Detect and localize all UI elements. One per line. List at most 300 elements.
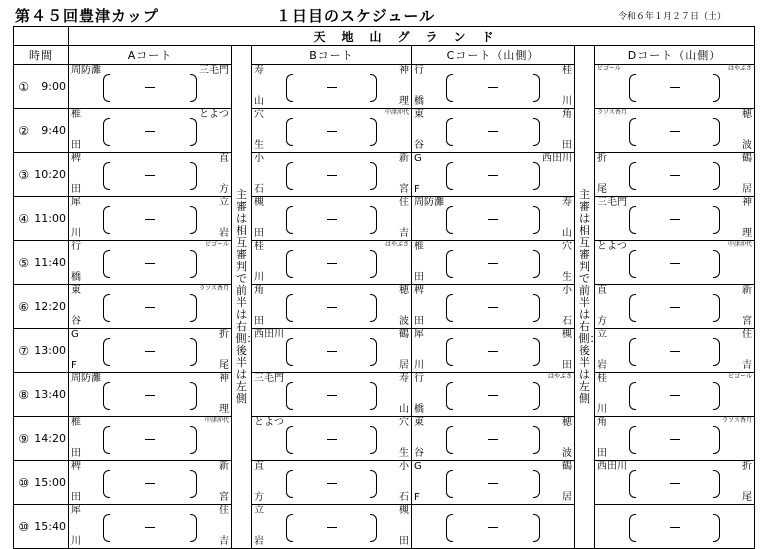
court-c-match [412,153,575,197]
team-right-top: 穂 [742,109,753,120]
team-left-top: G [414,153,422,164]
team-right-top: 直 [219,153,229,164]
team-left-top: 椎 [71,417,81,428]
score-dash [670,307,680,308]
team-right-top: 穂 [562,417,572,428]
score-bracket-left [446,382,453,410]
court-b-match [252,285,412,329]
score-dash [670,219,680,220]
team-left-bottom: 川 [597,404,607,415]
court-d-match [595,329,755,373]
team-right-top: 三毛門 [199,65,229,76]
court-b-match [252,417,412,461]
team-left-bottom: F [414,492,420,503]
court-c-match [412,461,575,505]
team-left-top: 穴 [254,109,264,120]
team-right-top: 立 [219,197,229,208]
score-bracket-right [533,206,540,234]
team-left-top: 角 [597,417,607,428]
score-dash [488,527,498,528]
team-left-bottom: 田 [254,316,264,327]
score-bracket-right [370,294,377,322]
team-left-bottom: F [414,184,420,195]
match-time: 10:20 [34,153,69,197]
score-bracket-left [446,426,453,454]
team-right-bottom: 居 [399,360,409,371]
score-bracket-right [370,206,377,234]
team-left-bottom: 谷 [414,140,424,151]
score-bracket-left [103,382,110,410]
team-right-top: 桂 [562,65,572,76]
score-bracket-left [629,514,636,542]
team-right-top: はやぶさ [728,65,753,72]
team-left-bottom: 方 [597,316,607,327]
team-left-top: 周防灘 [71,373,101,384]
score-dash [327,87,337,88]
score-dash [488,395,498,396]
team-right-bottom: 尾 [219,360,229,371]
match-number: ⑨ [14,417,34,461]
score-dash [488,263,498,264]
score-bracket-right [190,162,197,190]
team-left-top: 行 [71,241,81,252]
score-bracket-right [533,338,540,366]
score-dash [145,483,155,484]
team-right-bottom: 吉 [219,536,229,547]
team-left-bottom: 岩 [597,360,607,371]
score-dash [327,527,337,528]
team-right-top: 槻 [562,329,572,340]
team-left-bottom: 田 [71,492,81,503]
court-d-match [595,241,755,285]
match-time: 11:00 [34,197,69,241]
team-left-bottom: 田 [414,272,424,283]
team-right-bottom: 波 [562,448,572,459]
court-b-match [252,65,412,109]
team-left-top: 直 [254,461,264,472]
match-number: ⑦ [14,329,34,373]
team-right-top: ビゴール [205,241,229,248]
team-right-top: 西田川 [542,153,572,164]
score-bracket-left [629,382,636,410]
schedule-row [14,417,755,461]
court-c-match [412,329,575,373]
page-header [0,0,768,26]
score-bracket-right [190,514,197,542]
team-right-bottom: 田 [562,360,572,371]
match-time: 15:40 [34,505,69,549]
score-bracket-left [103,206,110,234]
score-bracket-left [286,118,293,146]
court-d-match [595,461,755,505]
team-left-top: 稗 [71,153,81,164]
court-b-match [252,329,412,373]
team-right-top: とよつ [199,109,229,120]
score-bracket-left [446,514,453,542]
score-bracket-right [370,118,377,146]
score-bracket-right [713,382,720,410]
score-bracket-right [533,426,540,454]
team-left-top: 小 [254,153,264,164]
score-bracket-right [533,162,540,190]
team-right-top: 神 [399,65,409,76]
team-left-top: ビゴール [597,65,621,72]
team-left-bottom: F [71,360,77,371]
score-bracket-right [190,74,197,102]
score-dash [327,307,337,308]
team-left-bottom: 橋 [414,404,424,415]
score-bracket-left [629,470,636,498]
court-d-match [595,505,755,549]
col-header-b: Bコート [252,46,412,65]
team-left-bottom: 谷 [71,316,81,327]
schedule-row [14,241,755,285]
team-left-top: 寿 [254,65,264,76]
match-number: ④ [14,197,34,241]
team-left-bottom: 田 [71,140,81,151]
team-right-bottom: 山 [399,404,409,415]
schedule-row [14,109,755,153]
team-left-bottom: 尾 [597,184,607,195]
match-number: ① [14,65,34,109]
team-left-top: 立 [254,505,264,516]
score-bracket-left [286,206,293,234]
col-header-a: Aコート [69,46,232,65]
schedule-row [14,153,755,197]
score-dash [145,131,155,132]
team-left-bottom: 川 [254,272,264,283]
score-bracket-right [533,74,540,102]
team-right-bottom: 岩 [219,228,229,239]
score-bracket-right [370,426,377,454]
team-right-top: ラソス香月 [199,285,229,292]
team-right-bottom: 田 [562,140,572,151]
team-right-top: 鶴 [742,153,753,164]
team-left-top: 槻 [254,197,264,208]
team-left-top: 東 [414,109,424,120]
score-bracket-left [629,426,636,454]
team-right-bottom: 生 [562,272,572,283]
score-dash [670,175,680,176]
score-dash [670,439,680,440]
score-bracket-right [533,118,540,146]
score-dash [327,395,337,396]
team-left-top: 稗 [414,285,424,296]
score-bracket-left [103,294,110,322]
team-left-top: 犀 [71,505,81,516]
team-right-bottom: 方 [219,184,229,195]
score-bracket-right [533,294,540,322]
score-bracket-left [103,470,110,498]
court-c-match [412,373,575,417]
match-time: 14:20 [34,417,69,461]
score-bracket-left [446,470,453,498]
team-left-top: 東 [414,417,424,428]
team-left-top: とよつ [597,241,627,252]
court-d-match [595,153,755,197]
team-right-top: 寿 [399,373,409,384]
court-d-match [595,109,755,153]
score-bracket-right [370,338,377,366]
court-b-match [252,197,412,241]
match-number: ③ [14,153,34,197]
team-left-bottom: 田 [597,448,607,459]
score-dash [488,483,498,484]
court-a-match [69,461,232,505]
team-right-bottom: 田 [399,536,409,547]
team-left-bottom: 生 [254,140,264,151]
team-left-top: 椎 [414,241,424,252]
score-bracket-right [190,338,197,366]
score-bracket-left [446,294,453,322]
court-a-match [69,65,232,109]
score-dash [670,87,680,88]
col-header-time: 時間 [14,46,69,65]
score-bracket-right [713,514,720,542]
team-right-top: ラソス香月 [722,417,753,424]
score-bracket-left [629,206,636,234]
team-right-top: 鶴 [399,329,409,340]
team-left-top: 椎 [71,109,81,120]
score-bracket-right [190,382,197,410]
court-a-match [69,285,232,329]
team-left-top: 立 [597,329,607,340]
score-bracket-left [446,206,453,234]
score-bracket-left [103,74,110,102]
page-title: 第４５回豊津カップ [15,7,159,25]
team-right-bottom: 石 [562,316,572,327]
score-bracket-right [713,250,720,278]
team-left-top: 犀 [414,329,424,340]
score-bracket-left [286,294,293,322]
team-right-bottom: 波 [399,316,409,327]
score-bracket-right [190,426,197,454]
match-number: ② [14,109,34,153]
score-bracket-right [713,294,720,322]
score-bracket-right [533,470,540,498]
team-left-top: 行 [414,65,424,76]
score-dash [488,131,498,132]
match-time: 12:20 [34,285,69,329]
score-bracket-right [190,294,197,322]
court-a-match [69,153,232,197]
match-number: ⑩ [14,461,34,505]
team-left-top: 西田川 [597,461,627,472]
score-bracket-right [370,382,377,410]
score-dash [327,483,337,484]
score-bracket-left [629,294,636,322]
score-dash [670,131,680,132]
score-bracket-right [713,118,720,146]
score-bracket-left [629,74,636,102]
score-dash [327,131,337,132]
schedule-row [14,461,755,505]
team-left-bottom: 田 [71,448,81,459]
team-left-bottom: 山 [254,96,264,107]
score-bracket-right [190,470,197,498]
court-c-match [412,241,575,285]
team-right-top: ビゴール [728,373,753,380]
score-dash [327,439,337,440]
score-bracket-right [190,118,197,146]
match-time: 13:40 [34,373,69,417]
team-right-top: 寿 [562,197,572,208]
team-right-top: 中津沖代 [728,241,753,248]
team-left-top: 行 [414,373,424,384]
court-d-match [595,65,755,109]
team-left-top: 三毛門 [254,373,284,384]
team-right-top: 角 [562,109,572,120]
team-right-bottom: 川 [562,96,572,107]
score-bracket-left [446,118,453,146]
team-right-top: 穴 [562,241,572,252]
team-right-top: 神 [742,197,753,208]
score-bracket-left [103,118,110,146]
match-time: 13:00 [34,329,69,373]
score-bracket-right [533,250,540,278]
score-bracket-right [370,250,377,278]
team-left-bottom: 橋 [414,96,424,107]
team-right-top: 中津沖代 [384,109,409,116]
score-dash [670,351,680,352]
score-bracket-right [533,382,540,410]
score-bracket-left [629,250,636,278]
score-bracket-left [286,74,293,102]
score-dash [327,219,337,220]
team-left-top: 桂 [254,241,264,252]
team-right-top: 新 [399,153,409,164]
team-right-top: 新 [219,461,229,472]
score-bracket-right [713,338,720,366]
score-dash [145,351,155,352]
schedule-table [13,26,755,549]
score-bracket-left [286,338,293,366]
team-right-top: 住 [742,329,753,340]
team-left-top: 周防灘 [71,65,101,76]
score-dash [670,483,680,484]
team-right-top: 新 [742,285,753,296]
court-c-match [412,417,575,461]
score-bracket-right [713,162,720,190]
match-time: 11:40 [34,241,69,285]
score-bracket-right [370,162,377,190]
score-bracket-right [190,206,197,234]
team-left-bottom: 川 [71,536,81,547]
score-dash [145,263,155,264]
court-a-match [69,373,232,417]
court-a-match [69,197,232,241]
schedule-row [14,505,755,549]
schedule-row [14,373,755,417]
team-left-top: とよつ [254,417,284,428]
team-left-bottom: 谷 [414,448,424,459]
team-left-top: 周防灘 [414,197,444,208]
team-right-bottom: 理 [742,228,753,239]
team-left-top: 角 [254,285,264,296]
court-a-match [69,109,232,153]
schedule-row [14,65,755,109]
team-right-top: 住 [399,197,409,208]
team-right-top: はやぶさ [384,241,409,248]
score-bracket-left [286,382,293,410]
col-header-d: Dコート（山側） [595,46,755,65]
team-right-bottom: 山 [562,228,572,239]
match-number: ⑧ [14,373,34,417]
team-left-top: 折 [597,153,607,164]
court-c-match [412,65,575,109]
court-a-match [69,241,232,285]
team-left-top: 西田川 [254,329,284,340]
referee-note-left: 主審は相互審判で前半は右側：後半は左側 [232,46,252,549]
team-left-top: 犀 [71,197,81,208]
court-c-match [412,109,575,153]
court-a-match [69,505,232,549]
score-bracket-left [629,338,636,366]
team-left-top: 稗 [71,461,81,472]
team-left-top: G [414,461,422,472]
match-time: 9:40 [34,109,69,153]
court-c-match [412,505,575,549]
score-dash [145,87,155,88]
score-dash [488,351,498,352]
team-left-bottom: 石 [254,184,264,195]
team-right-top: 中津沖代 [204,417,229,424]
court-a-match [69,417,232,461]
score-bracket-right [370,74,377,102]
score-bracket-left [286,426,293,454]
score-dash [488,87,498,88]
score-bracket-right [370,470,377,498]
team-right-bottom: 吉 [399,228,409,239]
score-bracket-left [286,514,293,542]
team-right-bottom: 理 [399,96,409,107]
team-right-bottom: 居 [562,492,572,503]
score-bracket-left [103,338,110,366]
team-right-top: 折 [219,329,229,340]
team-right-bottom: 石 [399,492,409,503]
team-right-top: 小 [562,285,572,296]
team-right-top: 穴 [399,417,409,428]
score-dash [145,307,155,308]
team-left-top: 東 [71,285,81,296]
match-number: ⑩ [14,505,34,549]
court-d-match [595,373,755,417]
score-bracket-right [713,74,720,102]
team-right-bottom: 宮 [399,184,409,195]
score-bracket-right [533,514,540,542]
score-bracket-left [103,250,110,278]
team-right-bottom: 宮 [742,316,753,327]
score-dash [327,351,337,352]
score-dash [145,175,155,176]
team-left-top: G [71,329,79,340]
court-b-match [252,153,412,197]
team-left-top: 桂 [597,373,607,384]
schedule-row [14,285,755,329]
score-dash [670,263,680,264]
score-bracket-left [286,470,293,498]
court-d-match [595,417,755,461]
score-dash [488,307,498,308]
score-bracket-left [446,162,453,190]
score-bracket-left [446,250,453,278]
score-bracket-left [446,338,453,366]
score-dash [488,439,498,440]
team-left-bottom: 方 [254,492,264,503]
schedule-row [14,197,755,241]
team-right-bottom: 居 [742,184,753,195]
score-dash [670,395,680,396]
